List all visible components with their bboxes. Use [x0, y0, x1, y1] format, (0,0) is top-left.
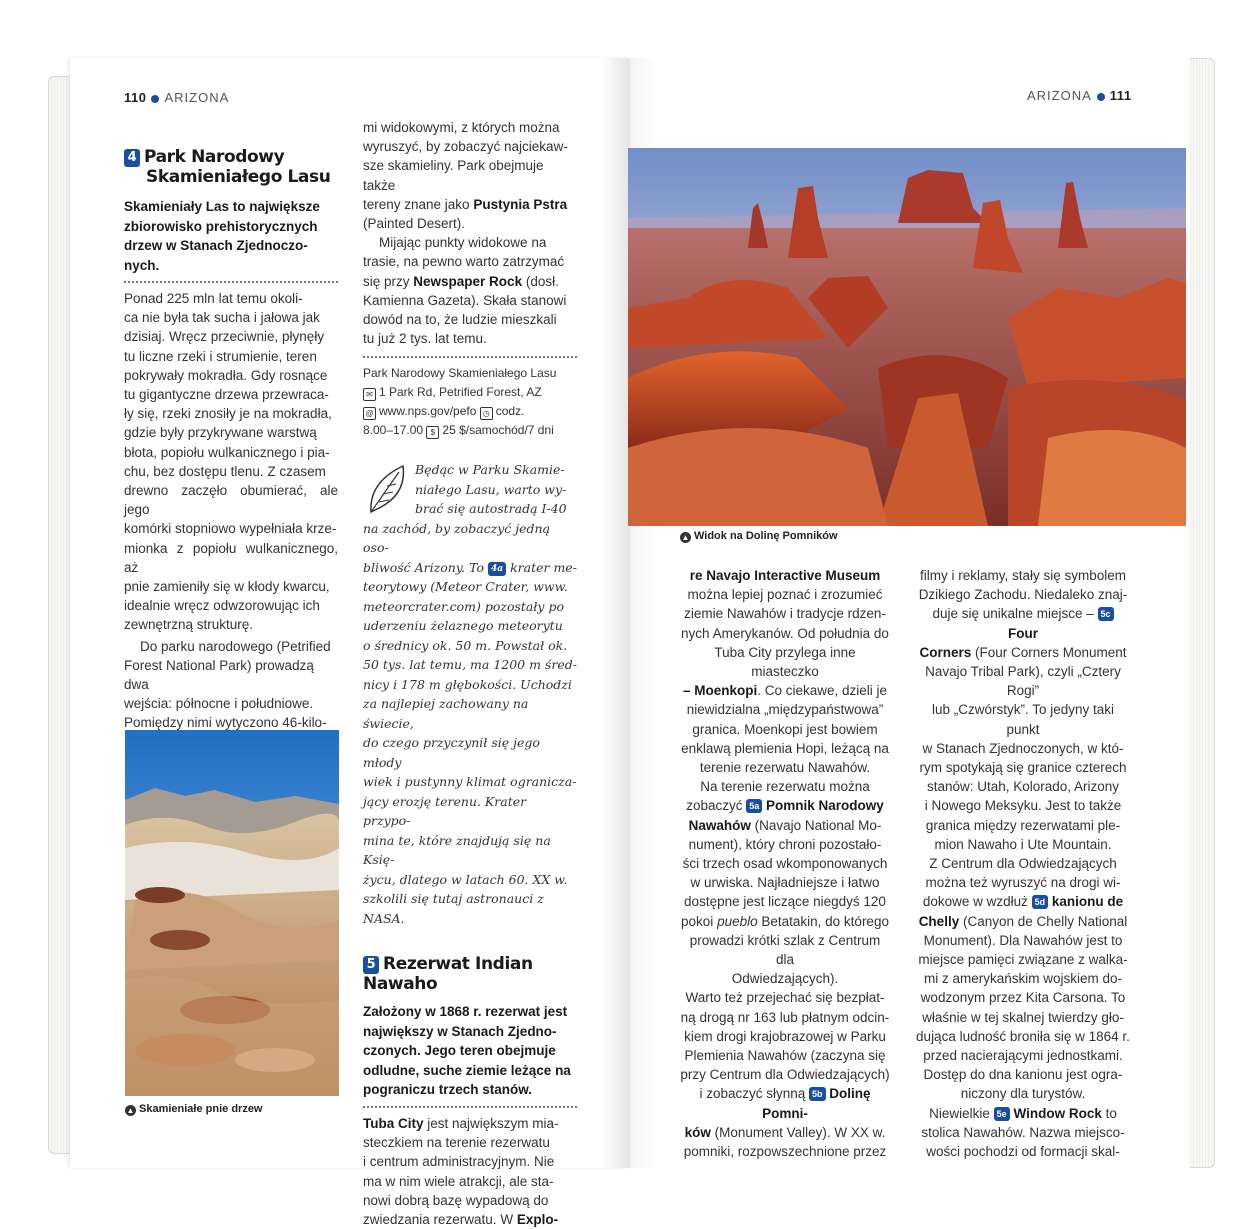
tip-line: wiek i pustynny klimat ogranicza- [363, 774, 577, 790]
body-line: Na terenie rezerwatu można [700, 779, 870, 795]
caption-text: Skamieniałe pnie drzew [139, 1103, 263, 1115]
tuba-city-bold: Tuba City [363, 1115, 424, 1131]
info-hours-label: codz. [495, 404, 525, 419]
badge-5c: 5c [1098, 607, 1114, 621]
tip-line [363, 558, 577, 578]
tip-line: uderzeniu żelaznego meteorytu [363, 618, 563, 634]
body-line: ma w nim wiele atrakcji, ale sta- [363, 1173, 554, 1189]
body-line: komórki stopniowo wypełniała krze- [124, 521, 337, 537]
body-line: Forest National Park) prowadzą dwa [124, 657, 314, 693]
at-icon: @ [363, 407, 376, 420]
text-run: zobaczyć [686, 798, 743, 814]
tip-line: teorytowy (Meteor Crater, www. [363, 579, 568, 595]
lead-line: Założony w 1868 r. rezerwat jest [363, 1004, 568, 1020]
body-line: błota, popiołu wulkanicznego i pia- [124, 444, 330, 460]
body-line: Pomiędzy nimi wytyczono 46-kilo- [124, 715, 327, 731]
body-line: niewidzialna „międzypaństwowa” [686, 702, 884, 718]
caption-text: Widok na Dolinę Pomników [694, 530, 838, 542]
body-line: w urwiska. Najładniejsze i łatwo [690, 875, 880, 891]
body-line [679, 1084, 891, 1122]
right-running-header [1027, 88, 1132, 103]
leaf-icon [365, 462, 409, 516]
right-column-2 [916, 566, 1130, 1161]
body-line: drewno zaczęło obumierać, ale jego [124, 483, 338, 518]
info-web-row [363, 402, 577, 421]
text-run: Niewielkie [929, 1105, 990, 1121]
body-line: pnie zamieniły się w kłody kwarcu, [124, 579, 330, 595]
explo-bold: Explo- [516, 1211, 559, 1227]
body-line: granica między rezerwatami ple- [925, 817, 1121, 833]
body-line: wodzonym przez Kita Carsona. To [920, 990, 1126, 1006]
body-line: można lepiej poznać i zrozumieć [687, 587, 883, 603]
lead-line: Skamieniały Las to największe [124, 199, 320, 214]
navajo-monument-bold: Pomnik Narodowy [766, 798, 884, 814]
camera-icon: ▲ [681, 533, 690, 542]
petrified-wood-image [125, 730, 339, 1096]
dotted-divider [363, 356, 577, 358]
lead-line: drzew w Stanach Zjednoczo- [124, 238, 308, 253]
body-line: Monument). Dla Nawahów jest to [923, 932, 1123, 948]
body-line: ły się, rzeki znosiły je na mokradła, [124, 406, 332, 422]
body-line: mi z amerykańskim wojskiem do- [923, 971, 1123, 987]
lead-line: czonych. Jego teren obejmuje [363, 1043, 556, 1059]
text-run: i zobaczyć słynną [699, 1086, 806, 1102]
pueblo-italic: pueblo [717, 913, 758, 929]
text-run: dokowe w wzdłuż [922, 894, 1028, 910]
tip-text [363, 460, 577, 928]
body-line: właśnie w tej skalnej twierdzy gło- [922, 1009, 1124, 1025]
tip-line: za najlepiej zachowany na świecie, [363, 696, 529, 731]
body-line: wejścia: północne i południowe. [124, 696, 314, 712]
body-line: dostępne jest liczące niegdyś 120 [684, 894, 886, 910]
body-line: trasie, na pewno warto zatrzymać [363, 254, 565, 270]
info-hours: 8.00–17.00 [363, 423, 424, 438]
body-line: Plemienia Nawahów (zaczyna się [684, 1048, 886, 1064]
text-run: (Navajo National Mo- [754, 817, 882, 833]
body-line: tu gigantyczne drzewa przewraca- [124, 387, 329, 403]
canyon-bold: kanionu de [1051, 894, 1124, 910]
left-column-2 [363, 118, 577, 1229]
tip-line: mina te, które znajdują się na Księ- [363, 832, 551, 868]
park-body-1 [124, 289, 338, 635]
tip-line: 50 tys. lat temu, ma 1200 m śred- [363, 657, 577, 673]
body-line: dująca ludność broniła się w 1864 r. [916, 1028, 1130, 1044]
body-line: Odwiedzających). [731, 971, 839, 987]
tip-line: życu, dlatego w latach 60. XX w. [363, 871, 568, 887]
blue-dot-icon [151, 95, 159, 103]
text-run: (Monument Valley). W XX w. [714, 1124, 886, 1140]
body-line: ziemie Nawahów i tradycje rdzen- [684, 606, 886, 622]
camera-icon: ▲ [126, 1106, 135, 1115]
badge-5e: 5e [994, 1107, 1010, 1121]
badge-5d: 5d [1032, 895, 1049, 909]
body-line: mi widokowymi, z których można [363, 120, 560, 135]
badge-5a: 5a [746, 799, 762, 813]
body-line: kiem drogi krajobrazowej w Parku [684, 1028, 886, 1044]
info-name: Park Narodowy Skamieniałego Lasu [363, 366, 557, 381]
body-line: prowadzi krótki szlak z Centrum dla [689, 932, 881, 968]
monument-valley-bold-2: ków [684, 1124, 711, 1140]
text-run: pokoi [681, 913, 714, 929]
text-run: to [1105, 1105, 1117, 1121]
tip-line: jący erozję terenu. Krater przypo- [363, 793, 527, 829]
tip-line: na zachód, by zobaczyć jedną oso- [363, 520, 551, 556]
body-line [363, 272, 577, 291]
section-badge-5: 5 [363, 956, 379, 974]
body-line: dowód na to, że ludzie mieszkali [363, 312, 557, 328]
body-line: tu liczne rzeki i strumienie, teren [124, 348, 317, 364]
dotted-divider [124, 281, 338, 283]
body-line: przed nacierającymi jednostkami. [923, 1048, 1123, 1064]
body-line: wości pochodzi od formacji skal- [926, 1144, 1120, 1160]
body-line [679, 681, 891, 700]
body-line: przy Centrum dla Odwiedzających) [680, 1067, 890, 1083]
tip-line: do czego przyczynił się jego młody [363, 735, 540, 770]
body-line: idealnie wręcz odwzorowując ich [124, 598, 320, 614]
section-badge-4: 4 [124, 149, 140, 167]
info-hours-row [363, 421, 577, 440]
canyon-bold-2: Chelly [918, 913, 960, 929]
body-line: ca nie była tak sucha i jałowa jak [124, 310, 320, 326]
text-run: (dosł. [525, 273, 559, 289]
body-line [679, 816, 891, 835]
lead-line: zbiorowisko prehistorycznych [124, 218, 318, 234]
body-line: w Stanach Zjednoczonych, w któ- [922, 740, 1124, 756]
body-line [916, 604, 1130, 642]
body-line [679, 1123, 891, 1142]
body-line: lub „Czwórstyk”. To jedyny taki punkt [931, 702, 1115, 737]
text-run: jest największym mia- [427, 1115, 559, 1131]
tip-line: nicy i 178 m głębokości. Uchodzi [363, 676, 572, 692]
body-line: ści trzech osad wkomponowanych [682, 856, 888, 872]
text-run: . Co ciekawe, dzieli je [757, 683, 888, 699]
navajo-lead [363, 1002, 577, 1100]
body-line: sze skamieliny. Park obejmuje także [363, 158, 544, 193]
body-line: stanów: Utah, Kolorado, Arizony [926, 779, 1120, 795]
body-line [363, 1114, 577, 1133]
body-line: pokrywały mokradła. Gdy rosnące [124, 367, 328, 383]
painted-desert-bold: Pustynia Pstra [473, 196, 568, 212]
envelope-icon: ✉ [363, 388, 376, 401]
body-line [916, 912, 1130, 931]
tip-line: niałego Lasu, warto wy- [415, 481, 567, 497]
body-line: wyruszyć, by zobaczyć najciekaw- [363, 139, 568, 155]
body-line: stolica Nawahów. Nazwa miejsco- [921, 1124, 1125, 1140]
navajo-body [363, 1114, 577, 1229]
four-corners-bold-2: Corners [919, 644, 972, 660]
body-line [916, 1104, 1130, 1123]
lead-line: największy w Stanach Zjedno- [363, 1023, 557, 1039]
body-line: filmy i reklamy, stały się symbolem [919, 568, 1127, 583]
tip-line: szkolili się tutaj astronauci z NASA. [363, 891, 544, 926]
left-photo-caption [125, 1103, 263, 1116]
newspaper-rock-bold: Newspaper Rock [413, 273, 523, 289]
body-line [916, 892, 1130, 911]
park-title-line1: Park Narodowy [144, 147, 285, 167]
text-run: tereny znane jako [363, 196, 470, 212]
body-line: tu już 2 tys. lat temu. [363, 331, 487, 347]
text-run: (Canyon de Chelly National [962, 913, 1128, 929]
info-web: www.nps.gov/pefo [379, 404, 477, 419]
body-line: (Painted Desert). [363, 216, 466, 232]
body-line: można też wyruszyć na drogi wi- [925, 875, 1121, 891]
window-rock-bold: Window Rock [1013, 1105, 1102, 1121]
tip-line: brać się autostradą I-40 [415, 501, 567, 517]
body-line: rym spotykają się granice czterech [919, 760, 1127, 776]
body-line [679, 796, 891, 815]
park-title-line2: Skamieniałego Lasu [146, 167, 331, 187]
body-line: mionka z popiołu wulkanicznego, aż [124, 540, 338, 575]
petrified-wood-photo [125, 730, 339, 1096]
body-line [916, 643, 1130, 662]
body-line: i centrum administracyjnym. Nie [363, 1154, 555, 1170]
body-line: Dzikiego Zachodu. Niedaleko znaj- [918, 587, 1128, 603]
blue-dot-icon [1097, 93, 1105, 101]
text-run: się przy [363, 273, 410, 289]
tip-box [363, 460, 577, 928]
navajo-monument-bold-2: Nawahów [688, 817, 751, 833]
text-run: Betatakin, do którego [761, 913, 889, 929]
ticket-icon: $ [426, 426, 439, 439]
tip-line: Będąc w Parku Skamie- [415, 462, 565, 478]
tip-line: o średnicy ok. 50 m. Powstał ok. [363, 637, 568, 653]
lead-line: odludne, suche ziemie leżące na [363, 1062, 571, 1078]
info-address-row [363, 383, 577, 402]
body-line: zewnętrzną strukturę. [124, 617, 254, 633]
monument-valley-bold: Dolinę Pomni- [762, 1086, 871, 1121]
body-line: Tuba City przylega inne miasteczko [714, 644, 856, 680]
body-line: Z Centrum dla Odwiedzających [929, 856, 1117, 872]
body-line [363, 195, 577, 214]
text-run: zwiedzania rezerwatu. W [363, 1211, 514, 1227]
body-line: nowi dobrą bazę wypadową do [363, 1192, 549, 1208]
park-lead [124, 197, 338, 275]
body-line [679, 912, 891, 931]
badge-4a: 4a [488, 562, 506, 576]
info-address: 1 Park Rd, Petrified Forest, AZ [379, 385, 542, 400]
clock-icon: ◷ [480, 407, 493, 420]
body-line: niczony dla turystów. [960, 1086, 1086, 1102]
text-run: (Four Corners Monument [974, 644, 1127, 660]
lead-line: pograniczu trzech stanów. [363, 1082, 533, 1098]
left-running-header [124, 90, 229, 105]
badge-5b: 5b [809, 1087, 826, 1101]
moenkopi-bold: – Moenkopi [682, 683, 758, 699]
monument-valley-photo [628, 148, 1186, 526]
dotted-divider [363, 1106, 577, 1108]
museum-bold: re Navajo Interactive Museum [689, 568, 881, 583]
body-line: chu, bez dostępu tlenu. Z czasem [124, 463, 326, 479]
body-line: mion Nawaho i Ute Mountain. [934, 836, 1112, 852]
navajo-title: Rezerwat Indian Nawaho [363, 954, 533, 995]
text-run: duje się unikalne miejsce – [932, 606, 1094, 622]
body-line: Ponad 225 mln lat temu okoli- [124, 291, 303, 306]
body-line: Kamienna Gazeta). Skała stanowi [363, 292, 567, 308]
park-heading [124, 147, 338, 187]
body-line: Warto też przejechać się bezpłat- [685, 990, 885, 1006]
body-line: Mijając punkty widokowe na [379, 235, 547, 251]
body-line: steczkiem na terenie rezerwatu [363, 1135, 550, 1151]
body-line: gdzie były przykrywane warstwą [124, 425, 317, 441]
info-price: 25 $/samochód/7 dni [442, 423, 554, 438]
body-line [363, 1210, 577, 1229]
page-number-right: 111 [1109, 88, 1132, 103]
body-line: miejsce pamięci związane z walka- [918, 952, 1128, 968]
right-photo-caption [680, 530, 838, 543]
left-column-1 [124, 147, 338, 752]
body-line: granica. Moenkopi jest bowiem [692, 721, 878, 737]
right-column-1 [679, 566, 891, 1161]
body-line: terenie rezerwatu Nawahów. [699, 760, 871, 776]
body-line: ną drogą nr 163 lub płatnym odcin- [680, 1009, 890, 1025]
four-corners-bold: Four [1008, 625, 1038, 641]
body-line: nument), który chroni pozostało- [688, 836, 882, 852]
lead-line: nych. [124, 257, 160, 273]
park-info-box [363, 364, 577, 440]
body-line: dzisiaj. Wręcz przeciwnie, płynęły [124, 329, 325, 345]
page-number-left: 110 [124, 90, 147, 105]
navajo-heading [363, 954, 577, 994]
body-line: pomniki, rozpowszechnione przez [683, 1144, 887, 1160]
text-run: bliwość Arizony. To [363, 559, 485, 575]
section-name-left: ARIZONA [164, 90, 230, 105]
body-line: nych Amerykanów. Od południa do [681, 625, 889, 641]
section-name-right: ARIZONA [1027, 88, 1092, 103]
body-line: Do parku narodowego (Petrified [140, 638, 331, 654]
body-line: enklawą plemienia Hopi, leżącą na [681, 740, 889, 756]
body-line: i Nowego Meksyku. Jest to także [924, 798, 1122, 814]
tip-line: meteorcrater.com) pozostały po [363, 598, 564, 614]
monument-valley-image [628, 148, 1186, 526]
body-line: Dostęp do dna kanionu jest ogra- [923, 1067, 1123, 1083]
body-line: Navajo Tribal Park), czyli „Cztery Rogi” [925, 664, 1121, 699]
text-run: krater me- [510, 559, 577, 575]
